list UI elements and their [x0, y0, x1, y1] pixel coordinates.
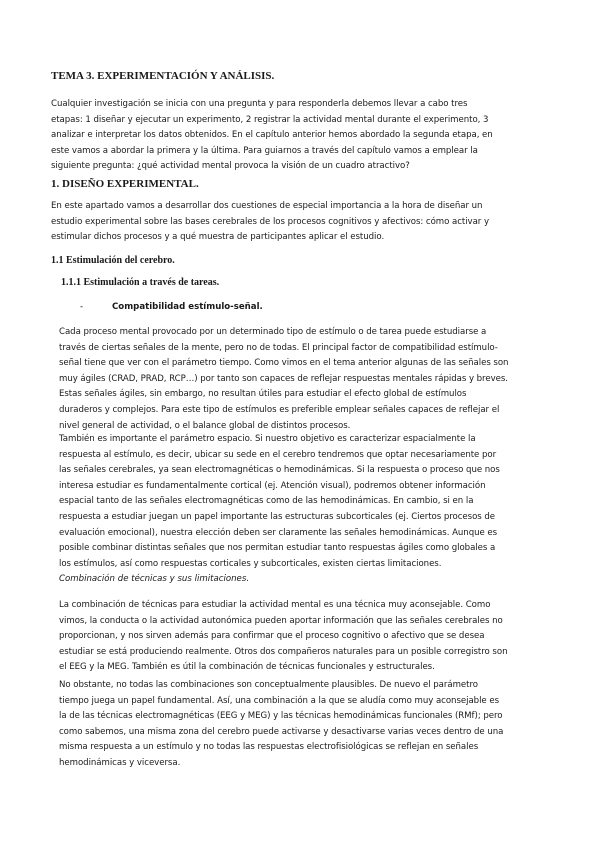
- section-1-heading: 1. DISEÑO EXPERIMENTAL.: [51, 178, 199, 190]
- paragraph-limitations: No obstante, no todas las combinaciones son conceptualmente plausibles. De nuevo el parámetro tiempo juega un papel fundamental. Así, una combinación a la que se aludía como muy aconsejable es la de las técnicas electromagnéticas (EEG y MEG) y las técnicas hemodinámicas funcionales (RMf); pero como sabemos, una misma zona del cerebro puede activarse y desactivarse varias veces dentro de una misma respuesta a un estímulo y no todas las respuestas electrofisiológicas se reflejan en señales hemodinámicas y viceversa.: [59, 680, 504, 768]
- bullet-label: Compatibilidad estímulo-señal.: [112, 302, 263, 312]
- bullet-item: [80, 302, 263, 312]
- intro-paragraph: Cualquier investigación se inicia con una pregunta y para responderla debemos llevar a cabo tres etapas: 1 diseñar y ejecutar un experimento, 2 registrar la actividad mental durante el experimento, 3 analizar e interpretar los datos obtenidos. En el capítulo anterior hemos abordado la segunda etapa, en este vamos a abordar la primera y la última. Para guiarnos a través del capítulo vamos a emplear la siguiente pregunta: ¿qué actividad mental provoca la visión de un cuadro atractivo?: [51, 99, 493, 172]
- bullet-dash: -: [80, 302, 84, 312]
- italic-subheading: Combinación de técnicas y sus limitaciones.: [59, 574, 250, 584]
- section-1-1-1-heading: 1.1.1 Estimulación a través de tareas.: [61, 277, 220, 288]
- paragraph-compatibility: Cada proceso mental provocado por un determinado tipo de estímulo o de tarea puede estudiarse a través de ciertas señales de la mente, pero no de todas. El principal factor de compatibilidad estímulo-señal tiene que ver con el parámetro tiempo. Como vimos en el tema anterior algunas de las señales son muy ágiles (CRAD, PRAD, RCP…) por tanto son capaces de reflejar respuestas mentales rápidas y breves. Estas señales ágiles, sin embargo, no resultan útiles para estudiar el efecto global de estímulos duraderos y complejos. Para este tipo de estímulos es preferible emplear señales capaces de reflejar el nivel general de actividad, o el balance global de distintos procesos.: [59, 327, 509, 431]
- section-1-paragraph: En este apartado vamos a desarrollar dos cuestiones de especial importancia a la hora de diseñar un estudio experimental sobre las bases cerebrales de los procesos cognitivos y afectivos: cómo activar y estimular dichos procesos y a qué muestra de participantes aplicar el estudio.: [51, 201, 489, 243]
- paragraph-combination: La combinación de técnicas para estudiar la actividad mental es una técnica muy aconsejable. Como vimos, la conducta o la actividad autonómica pueden aportar información que las señales cerebrales no proporcionan, y nos sirven además para confirmar que el proceso cognitivo o afectivo que se desea estudiar se está produciendo realmente. Otros dos compañeros naturales para un posible corregistro son el EEG y la MEG. También es útil la combinación de técnicas funcionales y estructurales.: [59, 600, 508, 673]
- section-1-1-heading: 1.1 Estimulación del cerebro.: [51, 255, 175, 266]
- paragraph-space-parameter: También es importante el parámetro espacio. Si nuestro objetivo es caracterizar espacialmente la respuesta al estímulo, es decir, ubicar su sede en el cerebro tendremos que optar necesariamente por las señales cerebrales, ya sean electromagnéticas o hemodinámicas. Si la respuesta o proceso que nos interesa estudiar es fundamentalmente cortical (ej. Atención visual), podremos obtener información espacial tanto de las señales electromagnéticas como de las hemodinámicas. En cambio, si en la respuesta a estudiar juegan un papel importante las estructuras subcorticales (ej. Ciertos procesos de evaluación emocional), nuestra elección deben ser claramente las señales hemodinámicas. Aunque es posible combinar distintas señales que nos permitan estudiar tanto respuestas ágiles como globales a los estímulos, así como respuestas corticales y subcorticales, existen ciertas limitaciones.: [59, 434, 500, 569]
- document-title: TEMA 3. EXPERIMENTACIÓN Y ANÁLISIS.: [51, 70, 275, 82]
